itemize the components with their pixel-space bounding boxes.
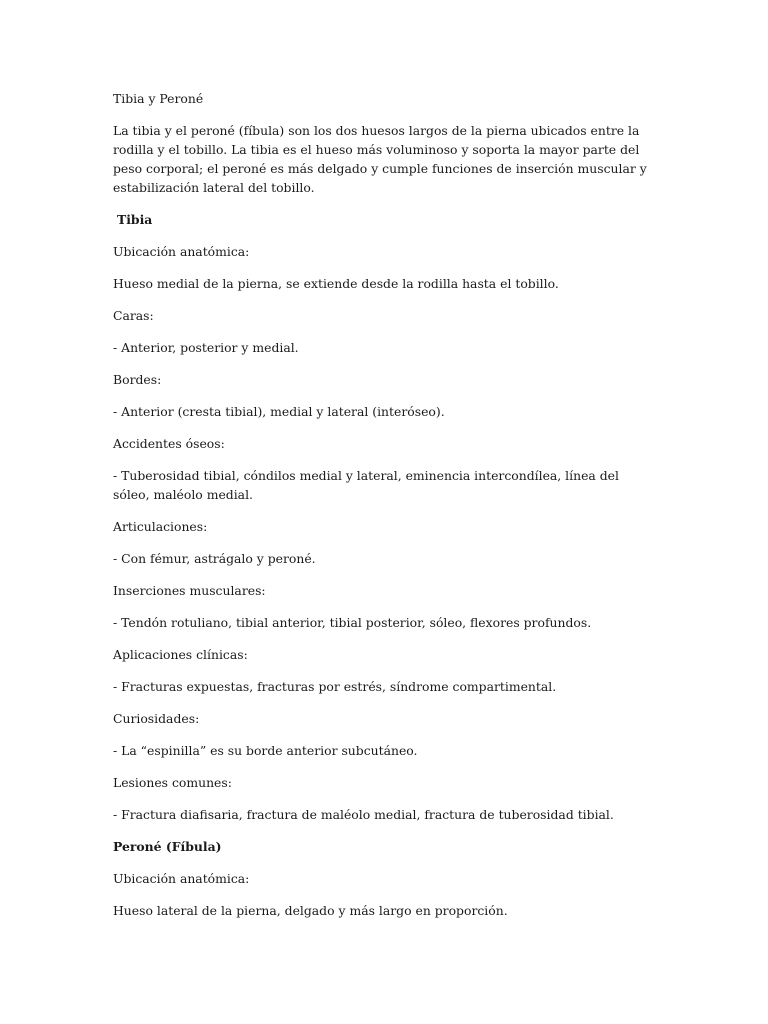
perone-heading: Peroné (Fíbula) xyxy=(113,839,222,854)
tibia-caras-label: Caras: xyxy=(113,308,154,323)
tibia-inserciones-text: - Tendón rotuliano, tibial anterior, tibial posterior, sóleo, flexores profundos. xyxy=(113,615,592,630)
tibia-lesiones-text: - Fractura diafisaria, fractura de maléolo medial, fractura de tuberosidad tibial. xyxy=(113,807,614,822)
perone-ubicacion-text: Hueso lateral de la pierna, delgado y más largo en proporción. xyxy=(113,903,508,918)
perone-ubicacion-label: Ubicación anatómica: xyxy=(113,871,250,886)
tibia-accidentes-text: - Tuberosidad tibial, cóndilos medial y lateral, eminencia intercondílea, línea del sóleo, maléolo medial. xyxy=(113,468,619,502)
document-body xyxy=(113,89,658,933)
tibia-ubicacion-label: Ubicación anatómica: xyxy=(113,244,250,259)
document-title: Tibia y Peroné xyxy=(113,91,204,106)
tibia-accidentes-label: Accidentes óseos: xyxy=(113,436,225,451)
tibia-aplicaciones-label: Aplicaciones clínicas: xyxy=(113,647,248,662)
tibia-ubicacion-text: Hueso medial de la pierna, se extiende desde la rodilla hasta el tobillo. xyxy=(113,276,559,291)
tibia-curiosidades-label: Curiosidades: xyxy=(113,711,200,726)
tibia-heading: Tibia xyxy=(117,212,153,227)
tibia-articulaciones-label: Articulaciones: xyxy=(113,519,208,534)
tibia-articulaciones-text: - Con fémur, astrágalo y peroné. xyxy=(113,551,316,566)
tibia-lesiones-label: Lesiones comunes: xyxy=(113,775,232,790)
tibia-bordes-label: Bordes: xyxy=(113,372,162,387)
tibia-aplicaciones-text: - Fracturas expuestas, fracturas por estrés, síndrome compartimental. xyxy=(113,679,557,694)
tibia-curiosidades-text: - La “espinilla” es su borde anterior subcutáneo. xyxy=(113,743,418,758)
tibia-inserciones-label: Inserciones musculares: xyxy=(113,583,266,598)
intro-paragraph: La tibia y el peroné (fíbula) son los dos huesos largos de la pierna ubicados entre la rodilla y el tobillo. La tibia es el hueso más voluminoso y soporta la mayor parte del peso corporal; el peroné es más delgado y cumple funciones de inserción muscular y estabilización lateral del tobillo. xyxy=(113,123,647,195)
tibia-caras-text: - Anterior, posterior y medial. xyxy=(113,340,299,355)
tibia-bordes-text: - Anterior (cresta tibial), medial y lateral (interóseo). xyxy=(113,404,445,419)
